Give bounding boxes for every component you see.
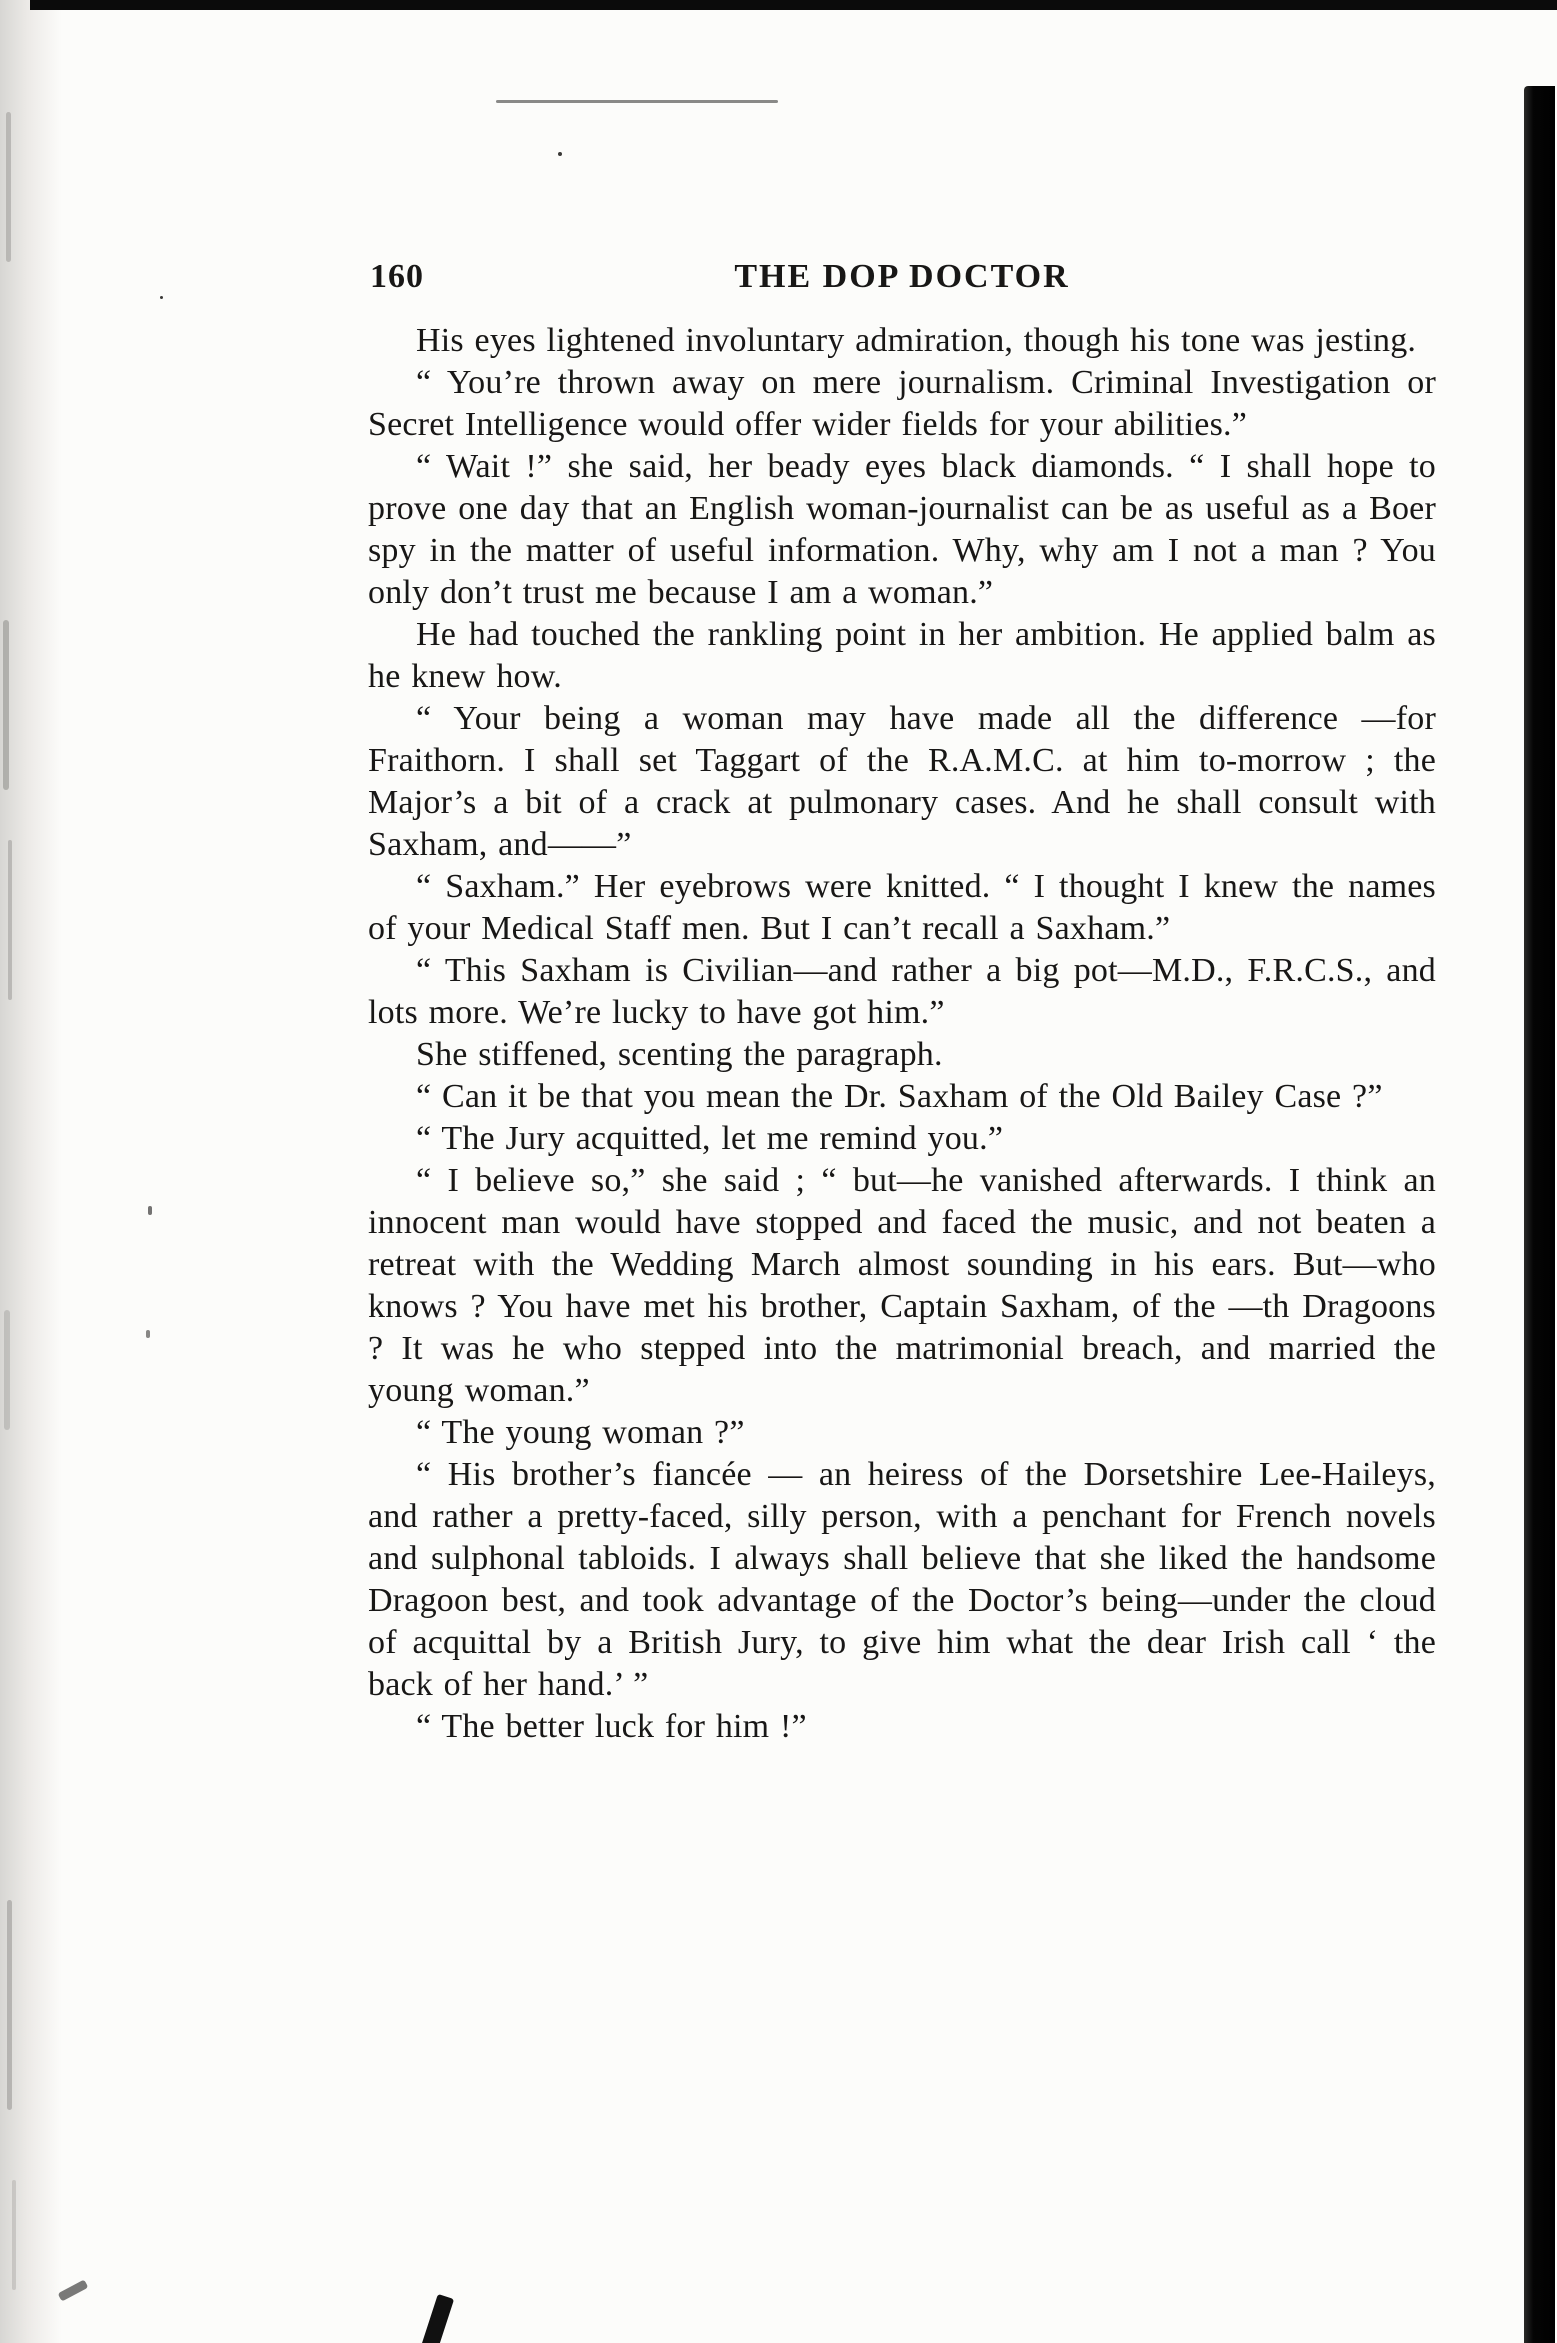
page-content	[368, 256, 1436, 1748]
scan-speck	[558, 152, 562, 156]
body-text	[368, 320, 1436, 1748]
paragraph: “ I believe so,” she said ; “ but—he vanished afterwards. I think an innocent man would have stopped and faced the music, and not beaten a retreat with the Wedding March almost sounding in his ears. But—who knows ? You have met his brother, Captain Saxham, of the —th Dragoons ? It was he who stepped into the matrimonial breach, and married the young woman.”	[368, 1162, 1436, 1409]
page-number: 160	[370, 258, 424, 295]
paragraph: His eyes lightened involuntary admiration, though his tone was jesting.	[416, 322, 1417, 359]
scan-line-artifact	[496, 100, 778, 103]
paragraph: “ The better luck for him !”	[416, 1708, 807, 1745]
scan-streak	[3, 620, 9, 790]
paragraph: She stiffened, scenting the paragraph.	[416, 1036, 943, 1073]
paragraph: “ Your being a woman may have made all the difference —for Fraithorn. I shall set Taggart of the R.A.M.C. at him to-morrow ; the Major’s a bit of a crack at pulmonary cases. And he shall consult with Saxham, and——”	[368, 700, 1436, 863]
paragraph: “ The Jury acquitted, let me remind you.”	[416, 1120, 1004, 1157]
scan-speck	[146, 1330, 150, 1338]
scan-streak	[12, 2180, 16, 2290]
paragraph: “ Saxham.” Her eyebrows were knitted. “ I thought I knew the names of your Medical Staff men. But I can’t recall a Saxham.”	[368, 868, 1436, 947]
paragraph: “ This Saxham is Civilian—and rather a big pot—M.D., F.R.C.S., and lots more. We’re lucky to have got him.”	[368, 952, 1436, 1031]
scan-top-edge	[30, 0, 1557, 10]
scan-streak	[4, 1310, 10, 1430]
scan-streak	[7, 1900, 12, 2110]
paragraph: “ The young woman ?”	[416, 1414, 745, 1451]
paragraph: He had touched the rankling point in her ambition. He applied balm as he knew how.	[368, 616, 1436, 695]
scan-right-edge	[1524, 86, 1555, 2343]
scan-speck	[148, 1206, 152, 1215]
paragraph: “ Can it be that you mean the Dr. Saxham of the Old Bailey Case ?”	[416, 1078, 1383, 1115]
paragraph: “ Wait !” she said, her beady eyes black diamonds. “ I shall hope to prove one day that an English woman-journalist can be as useful as a Boer spy in the matter of useful information. Why, why am I not a man ? You only don’t trust me because I am a woman.”	[368, 448, 1436, 611]
paragraph: “ You’re thrown away on mere journalism. Criminal Investigation or Secret Intelligence would offer wider fields for your abilities.”	[368, 364, 1436, 443]
running-header: THE DOP DOCTOR	[734, 258, 1070, 295]
scan-streak	[8, 840, 12, 1000]
scan-corner-mark	[58, 2279, 89, 2301]
paragraph: “ His brother’s fiancée — an heiress of the Dorsetshire Lee-Haileys, and rather a pretty-faced, silly person, with a penchant for French novels and sulphonal tabloids. I always shall believe that she liked the handsome Dragoon best, and took advantage of the Doctor’s being—under the cloud of acquittal by a British Jury, to give him what the dear Irish call ‘ the back of her hand.’ ”	[368, 1456, 1436, 1703]
page-header	[368, 256, 1436, 302]
scan-corner-mark	[419, 2294, 454, 2343]
scan-speck	[160, 296, 163, 299]
scan-streak	[6, 112, 11, 262]
